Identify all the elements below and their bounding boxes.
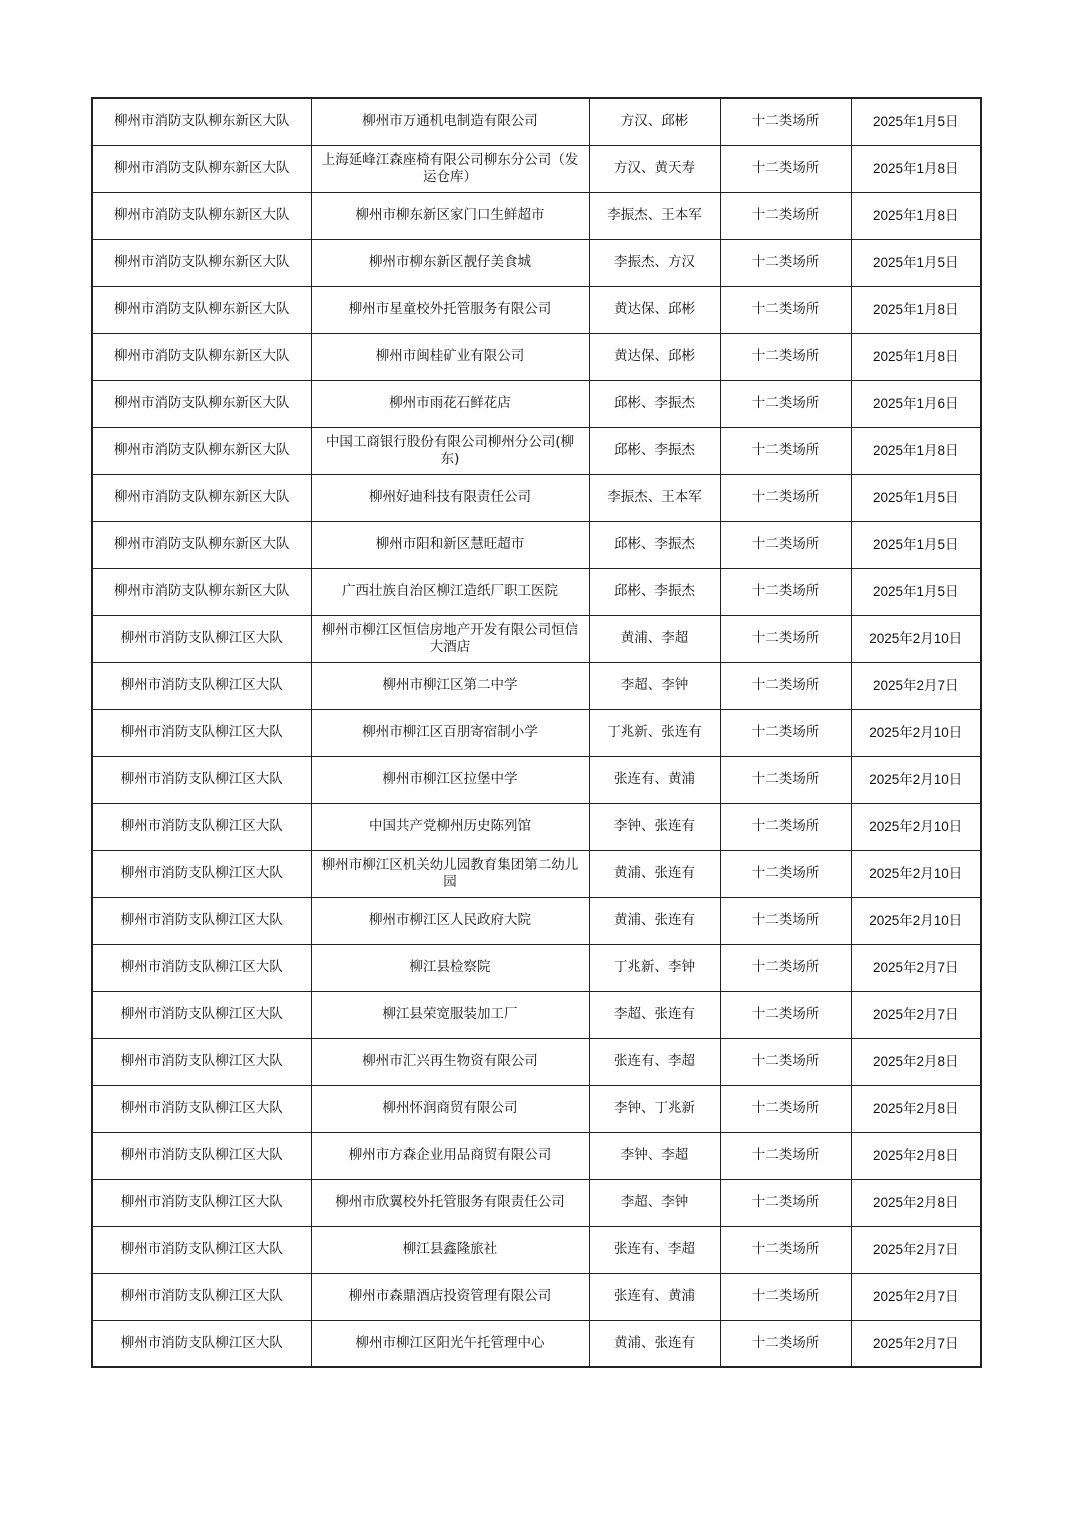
cell-entity: 广西壮族自治区柳江造纸厂职工医院	[311, 568, 589, 615]
cell-inspectors: 李振杰、王本军	[589, 192, 720, 239]
cell-inspectors: 李振杰、方汉	[589, 239, 720, 286]
cell-date: 2025年1月5日	[851, 521, 981, 568]
table-row	[92, 1038, 981, 1085]
cell-category: 十二类场所	[720, 1132, 851, 1179]
cell-inspectors: 李钟、张连有	[589, 803, 720, 850]
cell-inspectors: 张连有、黄浦	[589, 756, 720, 803]
cell-category: 十二类场所	[720, 333, 851, 380]
cell-inspectors: 李超、李钟	[589, 1179, 720, 1226]
cell-inspectors: 方汉、邱彬	[589, 98, 720, 145]
cell-entity: 柳州市星童校外托管服务有限公司	[311, 286, 589, 333]
cell-inspectors: 邱彬、李振杰	[589, 521, 720, 568]
cell-unit: 柳州市消防支队柳东新区大队	[92, 568, 311, 615]
table-row	[92, 850, 981, 897]
cell-entity: 柳州市闽桂矿业有限公司	[311, 333, 589, 380]
cell-date: 2025年2月10日	[851, 897, 981, 944]
cell-date: 2025年2月10日	[851, 850, 981, 897]
cell-unit: 柳州市消防支队柳东新区大队	[92, 521, 311, 568]
cell-entity: 柳州市柳江区第二中学	[311, 662, 589, 709]
cell-entity: 柳州市柳江区机关幼儿园教育集团第二幼儿园	[311, 850, 589, 897]
cell-date: 2025年1月5日	[851, 239, 981, 286]
cell-category: 十二类场所	[720, 1320, 851, 1367]
cell-date: 2025年1月8日	[851, 333, 981, 380]
cell-entity: 柳州市柳东新区靓仔美食城	[311, 239, 589, 286]
cell-unit: 柳州市消防支队柳江区大队	[92, 1132, 311, 1179]
cell-date: 2025年2月10日	[851, 756, 981, 803]
cell-inspectors: 李钟、丁兆新	[589, 1085, 720, 1132]
cell-inspectors: 邱彬、李振杰	[589, 427, 720, 474]
cell-inspectors: 李超、李钟	[589, 662, 720, 709]
cell-unit: 柳州市消防支队柳江区大队	[92, 1038, 311, 1085]
cell-entity: 柳州市雨花石鲜花店	[311, 380, 589, 427]
cell-entity: 柳州市方森企业用品商贸有限公司	[311, 1132, 589, 1179]
cell-category: 十二类场所	[720, 474, 851, 521]
cell-date: 2025年1月6日	[851, 380, 981, 427]
cell-category: 十二类场所	[720, 239, 851, 286]
cell-date: 2025年1月8日	[851, 192, 981, 239]
table-row	[92, 474, 981, 521]
table-row	[92, 568, 981, 615]
table-row	[92, 239, 981, 286]
cell-inspectors: 黄达保、邱彬	[589, 286, 720, 333]
cell-unit: 柳州市消防支队柳江区大队	[92, 803, 311, 850]
cell-category: 十二类场所	[720, 427, 851, 474]
table-row	[92, 427, 981, 474]
cell-inspectors: 李钟、李超	[589, 1132, 720, 1179]
cell-category: 十二类场所	[720, 1038, 851, 1085]
cell-inspectors: 张连有、李超	[589, 1226, 720, 1273]
cell-date: 2025年1月5日	[851, 568, 981, 615]
cell-unit: 柳州市消防支队柳江区大队	[92, 756, 311, 803]
cell-date: 2025年2月8日	[851, 1085, 981, 1132]
inspection-table	[91, 97, 982, 1368]
cell-entity: 柳江县检察院	[311, 944, 589, 991]
cell-unit: 柳州市消防支队柳江区大队	[92, 897, 311, 944]
cell-inspectors: 邱彬、李振杰	[589, 380, 720, 427]
cell-category: 十二类场所	[720, 1179, 851, 1226]
cell-unit: 柳州市消防支队柳江区大队	[92, 662, 311, 709]
cell-date: 2025年2月7日	[851, 662, 981, 709]
table-row	[92, 286, 981, 333]
cell-entity: 柳州市阳和新区慧旺超市	[311, 521, 589, 568]
cell-entity: 柳州市欣翼校外托管服务有限责任公司	[311, 1179, 589, 1226]
cell-date: 2025年2月10日	[851, 615, 981, 662]
cell-category: 十二类场所	[720, 521, 851, 568]
cell-entity: 柳州市柳东新区家门口生鲜超市	[311, 192, 589, 239]
table-row	[92, 944, 981, 991]
table-row	[92, 662, 981, 709]
cell-inspectors: 丁兆新、张连有	[589, 709, 720, 756]
cell-category: 十二类场所	[720, 1085, 851, 1132]
cell-entity: 柳江县鑫隆旅社	[311, 1226, 589, 1273]
cell-category: 十二类场所	[720, 145, 851, 192]
cell-category: 十二类场所	[720, 98, 851, 145]
table-row	[92, 1320, 981, 1367]
table-row	[92, 1226, 981, 1273]
cell-date: 2025年2月7日	[851, 1320, 981, 1367]
table-row	[92, 991, 981, 1038]
table-row	[92, 615, 981, 662]
table-row	[92, 1273, 981, 1320]
cell-inspectors: 丁兆新、李钟	[589, 944, 720, 991]
cell-entity: 中国工商银行股份有限公司柳州分公司(柳东)	[311, 427, 589, 474]
cell-unit: 柳州市消防支队柳东新区大队	[92, 380, 311, 427]
cell-category: 十二类场所	[720, 944, 851, 991]
cell-category: 十二类场所	[720, 991, 851, 1038]
cell-unit: 柳州市消防支队柳东新区大队	[92, 98, 311, 145]
cell-date: 2025年2月8日	[851, 1132, 981, 1179]
cell-inspectors: 李超、张连有	[589, 991, 720, 1038]
cell-entity: 上海延峰江森座椅有限公司柳东分公司（发运仓库）	[311, 145, 589, 192]
cell-entity: 中国共产党柳州历史陈列馆	[311, 803, 589, 850]
table-row	[92, 380, 981, 427]
table-row	[92, 756, 981, 803]
cell-inspectors: 李振杰、王本军	[589, 474, 720, 521]
table-row	[92, 803, 981, 850]
cell-date: 2025年1月5日	[851, 474, 981, 521]
cell-entity: 柳州市柳江区阳光午托管理中心	[311, 1320, 589, 1367]
table-row	[92, 897, 981, 944]
cell-unit: 柳州市消防支队柳江区大队	[92, 1320, 311, 1367]
cell-inspectors: 方汉、黄天寿	[589, 145, 720, 192]
cell-unit: 柳州市消防支队柳江区大队	[92, 1085, 311, 1132]
table-row	[92, 333, 981, 380]
table-body	[92, 98, 981, 1367]
table-row	[92, 1085, 981, 1132]
cell-unit: 柳州市消防支队柳江区大队	[92, 991, 311, 1038]
cell-entity: 柳州好迪科技有限责任公司	[311, 474, 589, 521]
cell-category: 十二类场所	[720, 709, 851, 756]
cell-entity: 柳江县荣宽服装加工厂	[311, 991, 589, 1038]
cell-entity: 柳州怀润商贸有限公司	[311, 1085, 589, 1132]
table-row	[92, 98, 981, 145]
table-row	[92, 145, 981, 192]
cell-entity: 柳州市万通机电制造有限公司	[311, 98, 589, 145]
cell-unit: 柳州市消防支队柳江区大队	[92, 850, 311, 897]
cell-unit: 柳州市消防支队柳江区大队	[92, 1226, 311, 1273]
cell-category: 十二类场所	[720, 192, 851, 239]
cell-entity: 柳州市森鼎酒店投资管理有限公司	[311, 1273, 589, 1320]
cell-date: 2025年2月8日	[851, 1179, 981, 1226]
cell-category: 十二类场所	[720, 850, 851, 897]
cell-unit: 柳州市消防支队柳东新区大队	[92, 286, 311, 333]
cell-category: 十二类场所	[720, 286, 851, 333]
cell-date: 2025年2月8日	[851, 1038, 981, 1085]
cell-inspectors: 张连有、黄浦	[589, 1273, 720, 1320]
cell-category: 十二类场所	[720, 1226, 851, 1273]
cell-date: 2025年2月10日	[851, 803, 981, 850]
cell-category: 十二类场所	[720, 615, 851, 662]
cell-unit: 柳州市消防支队柳江区大队	[92, 1273, 311, 1320]
cell-inspectors: 黄达保、邱彬	[589, 333, 720, 380]
cell-date: 2025年1月8日	[851, 286, 981, 333]
cell-category: 十二类场所	[720, 380, 851, 427]
cell-entity: 柳州市柳江区百朋寄宿制小学	[311, 709, 589, 756]
cell-date: 2025年2月10日	[851, 709, 981, 756]
cell-inspectors: 黄浦、张连有	[589, 1320, 720, 1367]
cell-date: 2025年2月7日	[851, 944, 981, 991]
cell-date: 2025年1月5日	[851, 98, 981, 145]
cell-category: 十二类场所	[720, 1273, 851, 1320]
cell-inspectors: 邱彬、李振杰	[589, 568, 720, 615]
cell-category: 十二类场所	[720, 897, 851, 944]
cell-date: 2025年1月8日	[851, 427, 981, 474]
table-row	[92, 192, 981, 239]
cell-unit: 柳州市消防支队柳东新区大队	[92, 474, 311, 521]
cell-unit: 柳州市消防支队柳江区大队	[92, 709, 311, 756]
cell-unit: 柳州市消防支队柳江区大队	[92, 615, 311, 662]
cell-unit: 柳州市消防支队柳江区大队	[92, 1179, 311, 1226]
cell-date: 2025年2月7日	[851, 1226, 981, 1273]
cell-category: 十二类场所	[720, 568, 851, 615]
cell-unit: 柳州市消防支队柳东新区大队	[92, 192, 311, 239]
table-row	[92, 521, 981, 568]
cell-date: 2025年2月7日	[851, 991, 981, 1038]
cell-inspectors: 黄浦、李超	[589, 615, 720, 662]
cell-entity: 柳州市汇兴再生物资有限公司	[311, 1038, 589, 1085]
cell-entity: 柳州市柳江区拉堡中学	[311, 756, 589, 803]
cell-entity: 柳州市柳江区人民政府大院	[311, 897, 589, 944]
table-row	[92, 709, 981, 756]
cell-entity: 柳州市柳江区恒信房地产开发有限公司恒信大酒店	[311, 615, 589, 662]
cell-date: 2025年2月7日	[851, 1273, 981, 1320]
cell-category: 十二类场所	[720, 803, 851, 850]
cell-unit: 柳州市消防支队柳东新区大队	[92, 145, 311, 192]
cell-date: 2025年1月8日	[851, 145, 981, 192]
cell-inspectors: 张连有、李超	[589, 1038, 720, 1085]
cell-unit: 柳州市消防支队柳东新区大队	[92, 333, 311, 380]
cell-unit: 柳州市消防支队柳江区大队	[92, 944, 311, 991]
cell-unit: 柳州市消防支队柳东新区大队	[92, 239, 311, 286]
cell-category: 十二类场所	[720, 662, 851, 709]
cell-inspectors: 黄浦、张连有	[589, 897, 720, 944]
cell-inspectors: 黄浦、张连有	[589, 850, 720, 897]
table-row	[92, 1132, 981, 1179]
cell-unit: 柳州市消防支队柳东新区大队	[92, 427, 311, 474]
table-row	[92, 1179, 981, 1226]
cell-category: 十二类场所	[720, 756, 851, 803]
